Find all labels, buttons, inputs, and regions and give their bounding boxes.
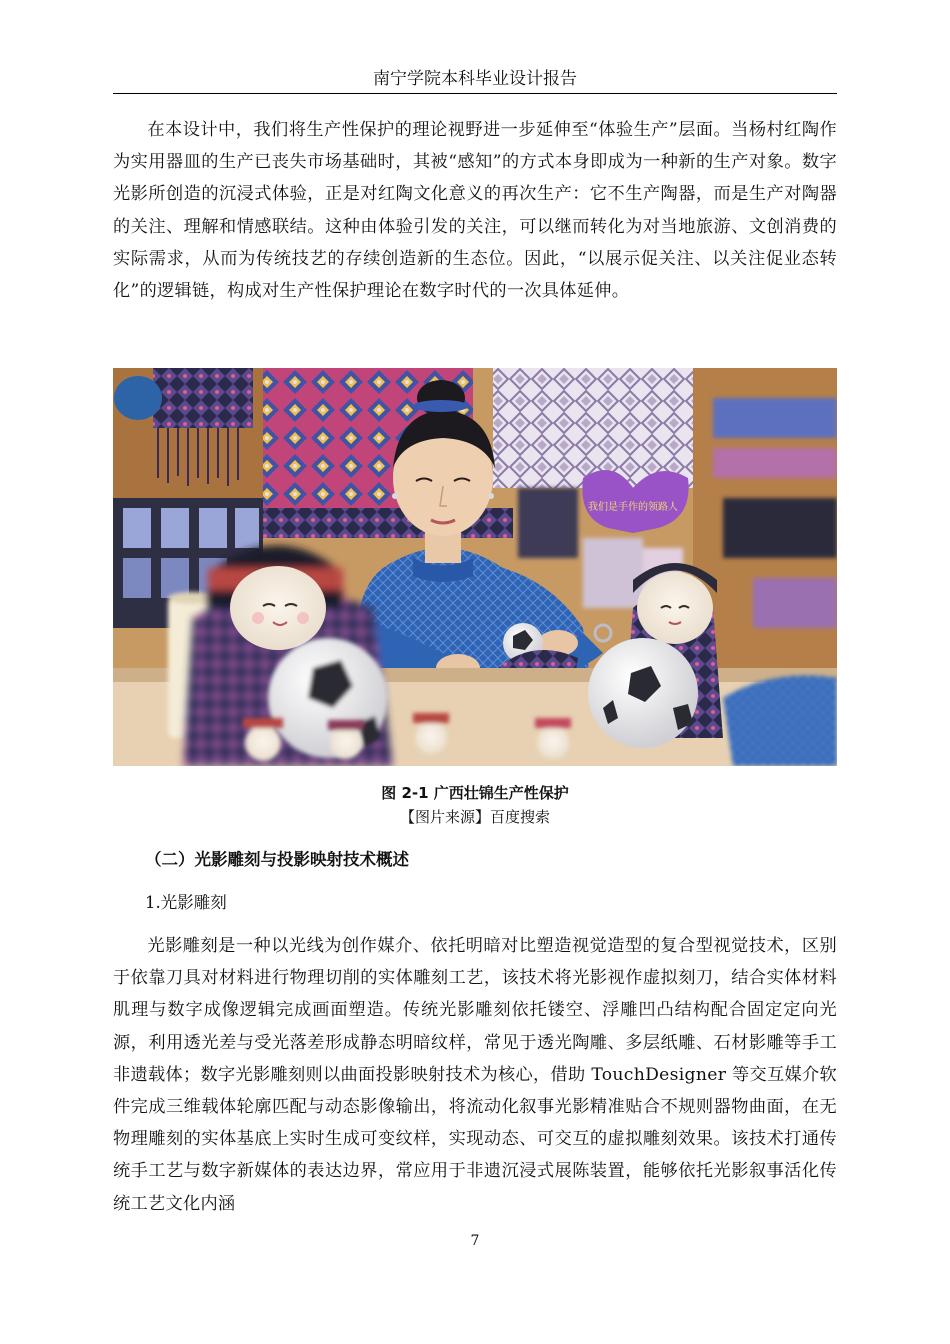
sign-text: 我们是手作的领路人 — [588, 502, 678, 513]
photo-illustration — [113, 368, 837, 766]
header-rule — [113, 93, 837, 94]
body-paragraph-2: 光影雕刻是一种以光线为创作媒介、依托明暗对比塑造视觉造型的复合型视觉技术，区别于依靠刀具对材料进行物理切削的实体雕刻工艺，该技术将光影视作虚拟刻刀，结合实体材料肌理与数字成像逻辑完成画面塑造。传统光影雕刻依托镂空、浮雕凹凸结构配合固定定向光源，利用透光差与受光落差形成静态明暗纹样，常见于透光陶雕、多层纸雕、石材影雕等手工非遗载体；数字光影雕刻则以曲面投影映射技术为核心，借助 TouchDesigner 等交互媒介软件完成三维载体轮廓匹配与动态影像输出，将流动化叙事光影精准贴合不规则器物曲面，在无物理雕刻的实体基底上实时生成可变纹样，实现动态、可交互的虚拟雕刻效果。该技术打通传统手工艺与数字新媒体的表达边界，常应用于非遗沉浸式展陈装置，能够依托光影叙事活化传统工艺文化内涵 — [113, 936, 837, 1214]
figure-caption: 图 2-1 广西壮锦生产性保护 — [381, 784, 569, 802]
section-heading: （二）光影雕刻与投影映射技术概述 — [145, 850, 409, 869]
page-number: 7 — [470, 1233, 480, 1249]
body-paragraph-1: 在本设计中，我们将生产性保护的理论视野进一步延伸至“体验生产”层面。当杨村红陶作为实用器皿的生产已丧失市场基础时，其被“感知”的方式本身即成为一种新的生产对象。数字光影所创造的沉浸式体验，正是对红陶文化意义的再次生产：它不生产陶器，而是生产对陶器的关注、理解和情感联结。这种由体验引发的关注，可以继而转化为对当地旅游、文创消费的实际需求，从而为传统技艺的存续创造新的生态位。因此，“以展示促关注、以关注促业态转化”的逻辑链，构成对生产性保护理论在数字时代的一次具体延伸。 — [113, 120, 837, 302]
figure-source: 【图片来源】百度搜索 — [399, 808, 550, 826]
figure-photo — [113, 368, 837, 766]
subsection-heading: 1.光影雕刻 — [145, 893, 227, 912]
running-header: 南宁学院本科毕业设计报告 — [373, 69, 577, 89]
